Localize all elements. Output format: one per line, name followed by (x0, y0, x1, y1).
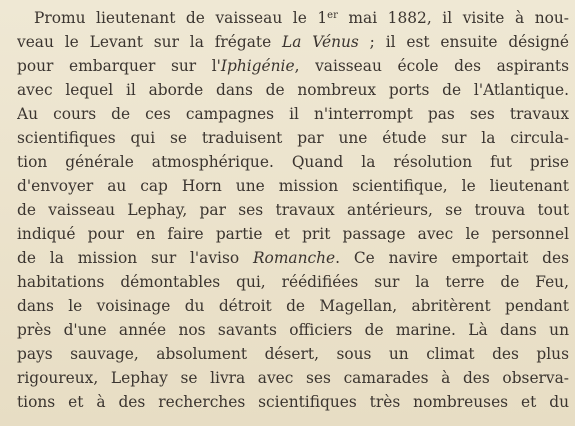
text-segment: , vaisseau école des aspirants (294, 57, 569, 75)
text-segment: de la mission sur l'aviso (17, 249, 253, 267)
text-segment: d'envoyer au cap Horn une mission scientifique, le lieutenant (17, 177, 569, 195)
text-line (17, 270, 569, 294)
text-segment: Promu lieutenant de vaisseau le 1 (34, 9, 328, 27)
text-line (17, 246, 569, 270)
text-line (17, 6, 569, 30)
superscript-text: er (327, 10, 338, 21)
text-line (17, 126, 569, 150)
text-line (17, 30, 569, 54)
text-segment: mai 1882, il visite à nou- (337, 9, 569, 27)
text-segment: scientifiques qui se traduisent par une étude sur la circula- (17, 129, 569, 147)
text-segment: de vaisseau Lephay, par ses travaux antérieurs, se trouva tout (17, 201, 569, 219)
text-segment: tion générale atmosphérique. Quand la résolution fut prise (17, 153, 569, 171)
italic-text: Romanche (252, 249, 336, 267)
text-line (17, 366, 569, 390)
text-segment: indiqué pour en faire partie et prit passage avec le personnel (17, 225, 569, 243)
text-segment: pour embarquer sur l' (17, 57, 221, 75)
italic-text: La Vénus (282, 33, 359, 51)
text-line (17, 150, 569, 174)
text-segment: près d'une année nos savants officiers de marine. Là dans un (17, 321, 569, 339)
text-line (17, 198, 569, 222)
text-segment: rigoureux, Lephay se livra avec ses camarades à des observa- (17, 369, 569, 387)
text-line (17, 78, 569, 102)
text-segment: avec lequel il aborde dans de nombreux ports de l'Atlantique. (17, 81, 569, 99)
text-segment: habitations démontables qui, réédifiées sur la terre de Feu, (17, 273, 569, 291)
text-segment: tions et à des recherches scientifiques très nombreuses et du (17, 393, 569, 411)
text-segment: ; il est ensuite désigné (358, 33, 569, 51)
text-segment: . Ce navire emportait des (335, 249, 569, 267)
text-line (17, 318, 569, 342)
text-line (17, 222, 569, 246)
text-segment: dans le voisinage du détroit de Magellan, abritèrent pendant (17, 297, 569, 315)
text-line (17, 294, 569, 318)
italic-text: Iphigénie (220, 57, 295, 75)
text-segment: veau le Levant sur la frégate (17, 33, 283, 51)
text-line (17, 342, 569, 366)
text-line (17, 102, 569, 126)
text-line (17, 390, 569, 414)
text-segment: pays sauvage, absolument désert, sous un climat des plus (17, 345, 569, 363)
text-line (17, 174, 569, 198)
text-segment: Au cours de ces campagnes il n'interrompt pas ses travaux (17, 105, 569, 123)
paragraph (17, 6, 569, 414)
text-line (17, 54, 569, 78)
